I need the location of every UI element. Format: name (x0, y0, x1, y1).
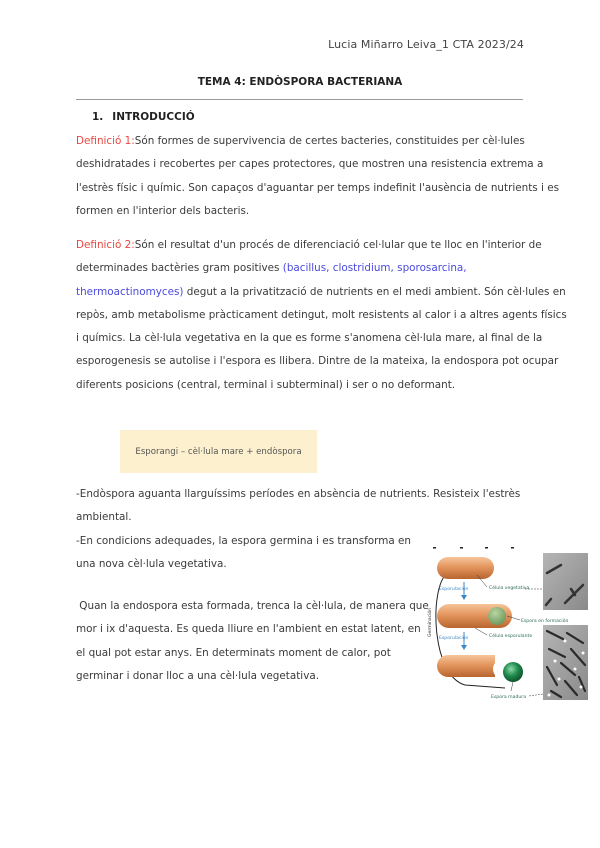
svg-text:Célula vegetativa: Célula vegetativa (489, 586, 530, 591)
svg-text:Célula esporulante: Célula esporulante (489, 634, 533, 639)
definition-2-paragraph (76, 234, 567, 397)
document-title: TEMA 4: ENDÒSPORA BACTERIANA (197, 76, 403, 88)
text-line: thermoactinomyces) degut a la privatització de nutrients en el medi ambient. Són cèl·lules en (76, 285, 566, 298)
text-line: germinar i donar lloc a una cèl·lula vegetativa. (76, 669, 320, 682)
text-line: mor i ix d'aquesta. Es queda lliure en l'ambient en estat latent, en (76, 623, 421, 636)
text-line: ambiental. (76, 511, 132, 524)
text-line: determinades bactèries gram positives (bacillus, clostridium, sporosarcina, (76, 262, 467, 275)
micrograph-sporulating (543, 625, 588, 700)
text-line: -En condicions adequades, la espora germina i es transforma en (76, 534, 411, 547)
text-line: Definició 2:Són el resultat d'un procés de diferenciació cel·lular que te lloc en l'interior de (76, 239, 542, 251)
sporulation-diagram (425, 545, 600, 705)
text-line: deshidratades i recobertes per capes protectores, que mostren una resistencia extrema a (76, 158, 544, 171)
forming-spore (488, 607, 506, 625)
definition-2-label: Definició 2: (76, 239, 135, 251)
sporulation-cycle-figure (425, 545, 600, 705)
section-number: 1. (92, 111, 104, 123)
text-line: repòs, amb metabolisme pràcticament detingut, molt resistents al calor i a altres agents físics (76, 308, 567, 321)
section-title: INTRODUCCIÓ (112, 111, 195, 123)
svg-text:Espora madura: Espora madura (491, 695, 527, 700)
text-line: una nova cèl·lula vegetativa. (76, 557, 227, 570)
title-divider (76, 99, 523, 100)
text-line: Quan la endospora esta formada, trenca la cèl·lula, de manera que (76, 600, 429, 612)
text-line: l'estrès físic i químic. Son capaços d'aguantar per temps indefinit l'ausència de nutrients i es (76, 181, 559, 194)
svg-text:Esporulación: Esporulación (439, 587, 469, 592)
mother-cell-remnant (437, 655, 495, 677)
svg-text:Esporulación: Esporulación (439, 636, 469, 641)
genera-list: (bacillus, clostridium, sporosarcina, (282, 262, 467, 275)
definition-1-label: Definició 1: (76, 135, 135, 147)
text-line: -Endòspora aguanta llarguíssims períodes en absència de nutrients. Resisteix l'estrès (76, 488, 521, 500)
genera-list-continued: thermoactinomyces) (76, 285, 184, 298)
text-line: i químics. La cèl·lula vegetativa en la que es forme s'anomena cèl·lula mare, al final de la (76, 332, 543, 345)
esporangi-callout: Esporangi – cèl·lula mare + endòspora (120, 430, 317, 473)
text-line: el qual pot estar anys. En determinats moment de calor, pot (76, 646, 391, 659)
text-line: esporogenesis se autolise i l'espora es llibera. Dintre de la mateixa, la endospora pot ocupar (76, 355, 559, 368)
vegetative-cell (437, 557, 494, 579)
mature-spore (503, 662, 523, 682)
text-line: formen en l'interior dels bacteris. (76, 204, 250, 217)
text-line: Definició 1:Són formes de supervivencia de certes bacteries, constituides per cèl·lules (76, 135, 525, 147)
section-heading-introduccio (92, 111, 195, 123)
definition-1-paragraph (76, 130, 559, 223)
final-paragraph (76, 595, 429, 688)
svg-text:Espora en formación: Espora en formación (521, 619, 569, 624)
author-header: Lucia Miñarro Leiva_1 CTA 2023/24 (328, 38, 524, 51)
svg-text:Germinación: Germinación (428, 607, 433, 637)
text-line: diferents posicions (central, terminal i subterminal) i ser o no deformant. (76, 378, 456, 391)
